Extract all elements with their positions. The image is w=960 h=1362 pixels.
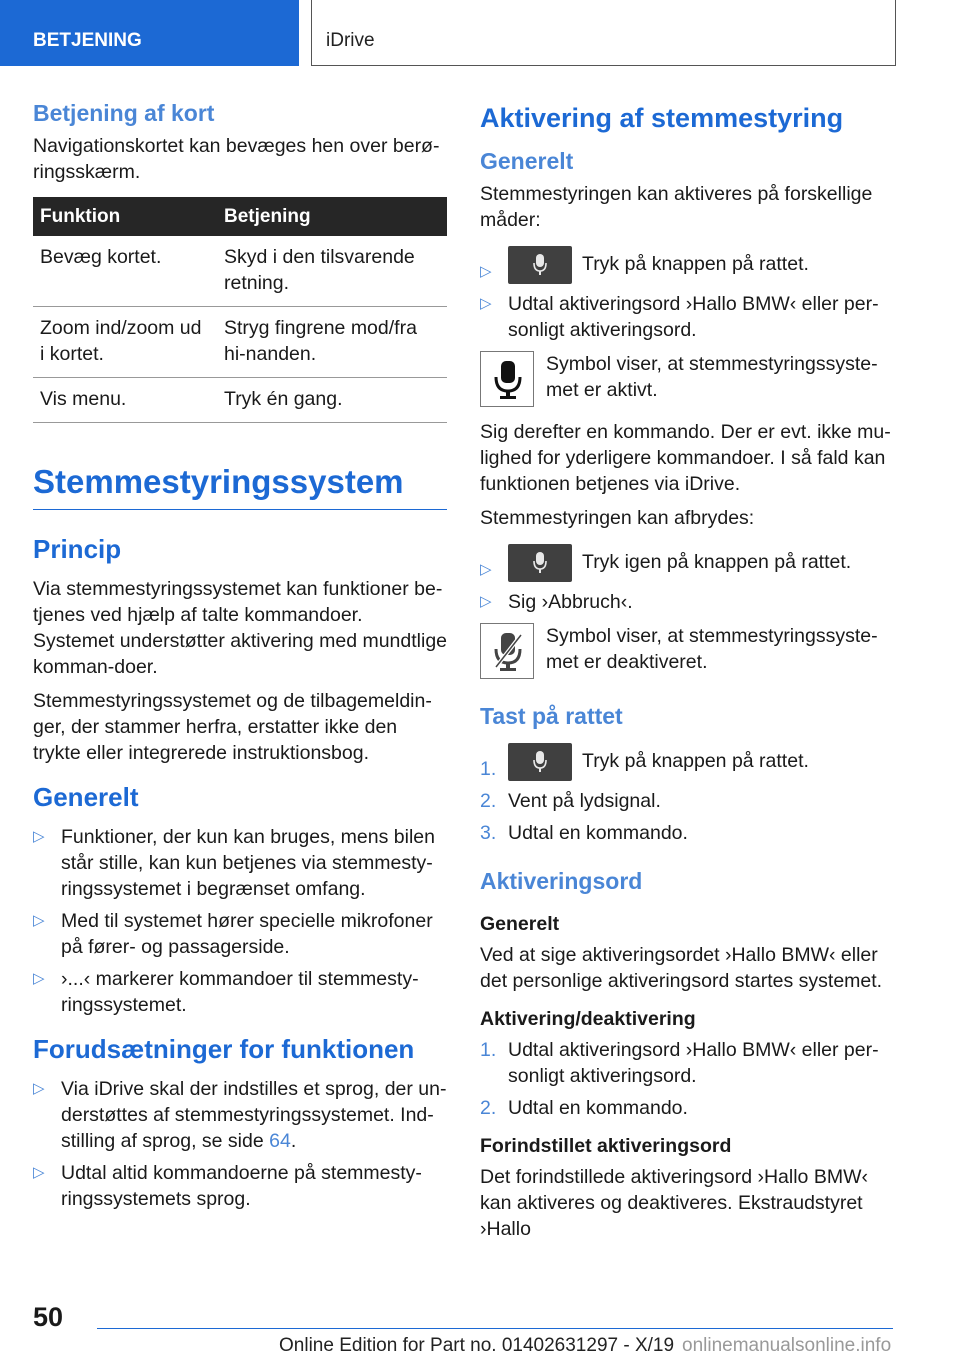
list-item: ▷ Via iDrive skal der indstilles et sprog, der un-derstøttes af stemmestyringssystemet. Ind-stilling af sprog, se side 64. <box>33 1078 447 1152</box>
microphone-active-icon <box>480 351 534 407</box>
steering-wheel-mic-button-icon <box>508 246 572 284</box>
list-item: 1. Udtal aktiveringsord ›Hallo BMW‹ eller per-sonligt aktiveringsord. <box>480 1039 879 1087</box>
page-link-64[interactable]: 64 <box>269 1130 291 1152</box>
heading-tast-paa-rattet: Tast på rattet <box>480 703 623 729</box>
tast-steps-list <box>480 740 894 846</box>
triangle-bullet-icon: ▷ <box>33 912 45 929</box>
list-item: ▷ Funktioner, der kun kan bruges, mens bilen står stille, kan kun betjenes via stemmesty-ringssystemet i begrænset omfang. <box>33 826 435 900</box>
chapter-title: Stemmestyringssystem <box>33 461 447 510</box>
triangle-bullet-icon: ▷ <box>33 1080 45 1097</box>
paragraph-symbol-inactive: Symbol viser, at stemmestyringssyste-met er deaktiveret. <box>546 625 878 673</box>
paragraph-symbol-active: Symbol viser, at stemmestyringssyste-met er aktivt. <box>546 353 878 401</box>
table-row <box>33 236 447 307</box>
table-cell: Bevæg kortet. <box>33 236 217 307</box>
triangle-bullet-icon: ▷ <box>33 970 45 987</box>
page-footer <box>0 1290 960 1362</box>
section-label: BETJENING <box>0 0 299 66</box>
triangle-bullet-icon: ▷ <box>33 828 45 845</box>
heading-forudsaetninger: Forudsætninger for funktionen <box>33 1034 415 1064</box>
table-row <box>33 378 447 423</box>
paragraph-princip-1: Via stemmestyringssystemet kan funktioner be-tjenes ved hjælp af talte kommandoer. Systemet understøtter aktivering med mundtlige komman-doer. <box>33 578 448 678</box>
table-cell: Skyd i den tilsvarende retning. <box>217 236 447 307</box>
table-header-row <box>33 197 447 236</box>
paragraph-generelt-intro: Stemmestyringen kan aktiveres på forskellige måder: <box>480 183 873 231</box>
table-header-funktion: Funktion <box>33 197 217 236</box>
heading-aktivering-stemmestyring: Aktivering af stemmestyring <box>480 103 844 133</box>
paragraph-cancel: Stemmestyringen kan afbrydes: <box>480 507 755 529</box>
heading-aktiveringsord: Aktiveringsord <box>480 868 643 894</box>
symbol-inactive-row <box>480 623 894 681</box>
paragraph-kort-intro: Navigationskortet kan bevæges hen over berø-ringsskærm. <box>33 135 440 183</box>
list-item: 3. Udtal en kommando. <box>480 822 688 844</box>
triangle-bullet-icon: ▷ <box>480 295 492 312</box>
watermark-text: onlinemanualsonline.info <box>682 1335 892 1356</box>
table-cell: Stryg fingrene mod/fra hi-nanden. <box>217 307 447 378</box>
triangle-bullet-icon: ▷ <box>33 1164 45 1181</box>
heading-generelt: Generelt <box>33 782 139 812</box>
list-item: ▷ Med til systemet hører specielle mikrofoner på fører- og passagerside. <box>33 910 433 958</box>
list-item: ▷ Udtal aktiveringsord ›Hallo BMW‹ eller per-sonligt aktiveringsord. <box>480 293 879 341</box>
chapter-label: iDrive <box>311 0 896 66</box>
left-column <box>33 100 447 1220</box>
list-item: 2. Udtal en kommando. <box>480 1097 688 1119</box>
table-cell: Vis menu. <box>33 378 217 423</box>
paragraph-after-command: Sig derefter en kommando. Der er evt. ikke mu-lighed for yderligere kommandoer. I så fald kan funktionen betjenes via iDrive. <box>480 421 891 495</box>
steering-wheel-mic-button-icon <box>508 544 572 582</box>
heading-aktivering-deaktivering: Aktivering/deaktivering <box>480 1008 696 1030</box>
table-row <box>33 307 447 378</box>
footer-divider <box>97 1328 893 1329</box>
page-number: 50 <box>33 1302 64 1332</box>
paragraph-princip-2: Stemmestyringssystemet og de tilbagemeldin-ger, der stammer herfra, erstatter ikke den trykte eller integrerede instruktionsbog. <box>33 690 432 764</box>
heading-betjening-af-kort: Betjening af kort <box>33 100 215 126</box>
aktivering-steps-list <box>480 1037 894 1121</box>
list-item: 2. Vent på lydsignal. <box>480 790 661 812</box>
heading-generelt-right: Generelt <box>480 148 574 174</box>
microphone-muted-icon <box>480 623 534 679</box>
triangle-bullet-icon: ▷ <box>480 593 492 610</box>
table-header-betjening: Betjening <box>217 197 447 236</box>
list-item: ▷ Sig ›Abbruch‹. <box>480 591 633 613</box>
forudsaetninger-list <box>33 1076 447 1212</box>
page-header <box>0 0 960 66</box>
cancel-list <box>480 541 894 615</box>
list-item: ▷ ›...‹ markerer kommandoer til stemmesty-ringssystemet. <box>33 968 419 1016</box>
paragraph-aktiveringsord-generelt: Ved at sige aktiveringsordet ›Hallo BMW‹ eller det personlige aktiveringsord startes systemet. <box>480 944 883 992</box>
right-column <box>480 100 894 1250</box>
heading-forindstillet-aktiveringsord: Forindstillet aktiveringsord <box>480 1135 732 1157</box>
list-item: ▷ Udtal altid kommandoerne på stemmesty-ringssystemets sprog. <box>33 1162 422 1210</box>
triangle-bullet-icon: ▷ <box>480 263 492 280</box>
list-item: ▷ Tryk igen på knappen på rattet. <box>480 541 894 583</box>
paragraph-forindstillet: Det forindstillede aktiveringsord ›Hallo BMW‹ kan aktiveres og deaktiveres. Ekstraudstyret ›Hallo <box>480 1166 868 1240</box>
list-item: ▷ Tryk på knappen på rattet. <box>480 243 894 285</box>
steering-wheel-mic-button-icon <box>508 743 572 781</box>
heading-aktiveringsord-generelt: Generelt <box>480 913 560 935</box>
table-cell: Zoom ind/zoom ud i kortet. <box>33 307 217 378</box>
function-table <box>33 197 447 423</box>
list-item: 1. Tryk på knappen på rattet. <box>480 740 894 782</box>
edition-text: Online Edition for Part no. 01402631297 - X/19 <box>279 1335 675 1356</box>
generelt-list <box>33 824 447 1018</box>
table-cell: Tryk én gang. <box>217 378 447 423</box>
triangle-bullet-icon: ▷ <box>480 561 492 578</box>
symbol-active-row <box>480 351 894 409</box>
activation-list <box>480 243 894 343</box>
heading-princip: Princip <box>33 534 122 564</box>
